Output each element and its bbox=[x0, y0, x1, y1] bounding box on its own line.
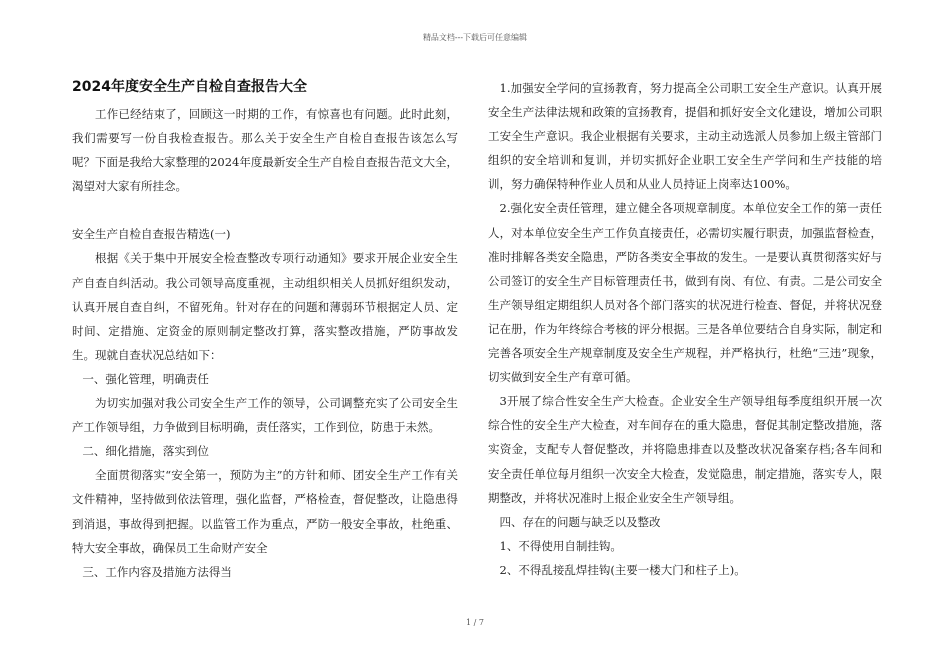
body-paragraph-1: 根据《关于集中开展安全检查整改专项行动通知》要求开展企业安全生产自查自纠活动。我公司领导高度重视，主动组织相关人员抓好组织发动，认真开展自查自纠，不留死角。针对存在的问题和薄弱环节根据定人员、定时间、定措施、定资金的原则制定整改打算，落实整改措施，严防事故发生。现就自查状况总结如下： bbox=[72, 251, 458, 362]
section-heading: 安全生产自检自查报告精选(一) bbox=[72, 227, 231, 242]
list-item-2: 2、不得乱接乱焊挂钩(主要一楼大门和柱子上)。 bbox=[499, 562, 746, 577]
heading-2: 二、细化措施，落实到位 bbox=[82, 444, 209, 459]
heading-3: 三、工作内容及措施方法得当 bbox=[82, 564, 232, 579]
page-number: 1 / 7 bbox=[466, 618, 484, 627]
body-paragraph-3: 全面贯彻落实“安全第一，预防为主”的方针和师、团安全生产工作有关文件精神，坚持做到依法管理，强化监督，严格检查，督促整改，让隐患得到消退，事故得到把握。以监管工作为重点，严防一般安全事故，杜绝重、特大安全事故，确保员工生命财产安全 bbox=[72, 468, 458, 555]
right-paragraph-1: 1.加强安全学问的宣扬教育，努力提高全公司职工安全生产意识。认真开展安全生产法律法规和政策的宣扬教育，提倡和抓好安全文化建设，增加公司职工安全生产意识。我企业根据有关要求，主动主动选派人员参加上级主管部门组织的安全培训和复训，并切实抓好企业职工安全生产学问和生产技能的培训，努力确保特种作业人员和从业人员持证上岗率达100%。 bbox=[488, 81, 882, 192]
right-paragraph-3: 3开展了综合性安全生产大检查。企业安全生产领导组每季度组织开展一次综合性的安全生产大检查，对车间存在的重大隐患，督促其制定整改措施，落实资金，支配专人督促整改，并将隐患排查以及整改状况备案存档;各车间和安全责任单位每月组织一次安全大检查，发觉隐患，制定措施，落实专人，限期整改，并将状况准时上报企业安全生产领导组。 bbox=[488, 394, 882, 505]
left-column bbox=[72, 76, 458, 584]
paragraph-gap bbox=[72, 198, 458, 222]
heading-4: 四、存在的问题与缺乏以及整改 bbox=[499, 514, 661, 529]
right-paragraph-2: 2.强化安全责任管理，建立健全各项规章制度。本单位安全工作的第一责任人，对本单位安全生产工作负直接责任，必需切实履行职责，加强监督检查，准时排解各类安全隐患，严防各类安全事故的发生。一是要认真贯彻落实好与公司签订的安全生产目标管理责任书，做到有岗、有位、有责。二是公司安全生产领导组定期组织人员对各个部门落实的状况进行检查、督促，并将状况登记在册，作为年终综合考核的评分根据。三是各单位要结合自身实际，制定和完善各项安全生产规章制度及安全生产规程，并严格执行，杜绝“三违”现象，切实做到安全生产有章可循。 bbox=[488, 201, 882, 385]
heading-1: 一、强化管理，明确责任 bbox=[82, 371, 209, 386]
document-title: 2024年度安全生产自检自查报告大全 bbox=[72, 79, 307, 95]
right-column bbox=[488, 76, 882, 582]
page-header: 精品文档---下载后可任意编辑 bbox=[422, 33, 528, 42]
body-paragraph-2: 为切实加强对我公司安全生产工作的领导，公司调整充实了公司安全生产工作领导组，力争做到目标明确，责任落实，工作到位，防患于未然。 bbox=[72, 396, 458, 435]
intro-paragraph: 工作已经结束了，回顾这一时期的工作，有惊喜也有问题。此时此刻，我们需要写一份自我检查报告。那么关于安全生产自检自查报告该怎么写呢？下面是我给大家整理的2024年度最新安全生产自检自查报告范文大全，渴望对大家有所挂念。 bbox=[72, 107, 458, 194]
list-item-1: 1、不得使用自制挂钩。 bbox=[499, 538, 622, 553]
